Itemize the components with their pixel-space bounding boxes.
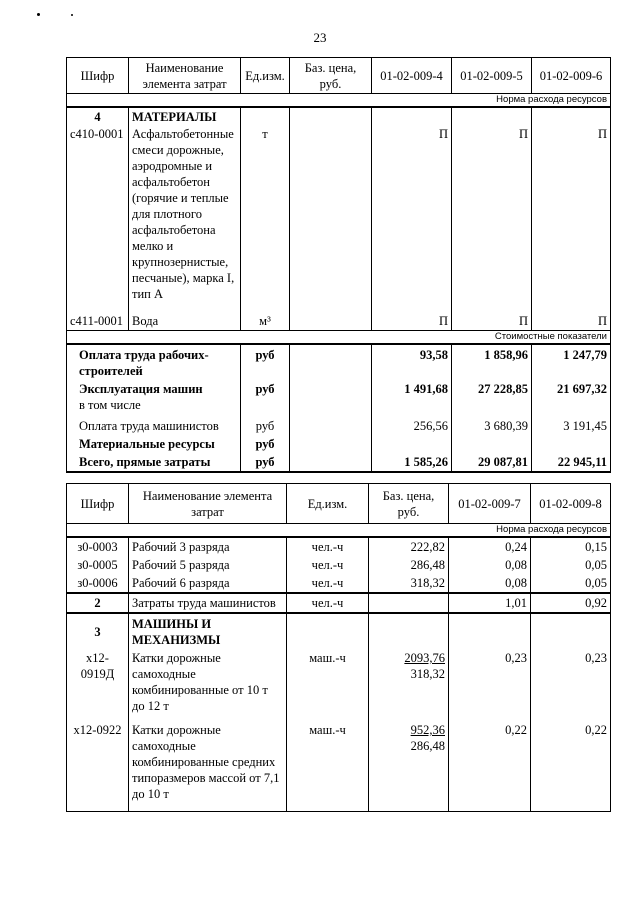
row-price: 318,32 (369, 574, 449, 593)
cost-value-3 (532, 435, 611, 453)
header-price: Баз. цена, руб. (369, 484, 449, 524)
header-col-2: 01-02-009-8 (531, 484, 611, 524)
row-name: Катки дорожные самоходные комбинированные средних типоразмеров массой от 7,1 до 10 т (129, 721, 287, 811)
row-name: Катки дорожные самоходные комбинированные от 10 т до 12 т (129, 649, 287, 721)
section-title: МАШИНЫ И МЕХАНИЗМЫ (129, 613, 287, 649)
cost-value-3: 1 247,79 (532, 344, 611, 380)
cost-value-3: 22 945,11 (532, 453, 611, 472)
section-number: 4 (67, 107, 129, 126)
cost-row (67, 453, 611, 472)
row-value-3: П (532, 126, 611, 312)
header-unit: Ед.изм. (287, 484, 369, 524)
row-code: з0-0003 (67, 537, 129, 556)
cost-subtitle: в том числе (79, 398, 141, 412)
row-price: 2093,76 (404, 651, 445, 665)
header-col-1: 01-02-009-4 (372, 58, 452, 94)
table-row (67, 126, 611, 312)
cost-value-2: 3 680,39 (452, 414, 532, 435)
row-code: с410-0001 (67, 126, 129, 312)
page-number: 23 (313, 30, 327, 45)
cost-unit: руб (241, 435, 290, 453)
cost-name: Эксплуатация машин (79, 382, 203, 396)
cost-unit: руб (241, 414, 290, 435)
cost-value-1: 256,56 (372, 414, 452, 435)
cost-name: Материальные ресурсы (67, 435, 241, 453)
row-price: 952,36 (410, 723, 445, 737)
cost-value-2: 1 858,96 (452, 344, 532, 380)
row-value-3: П (532, 312, 611, 331)
section-number: 3 (67, 613, 129, 649)
cost-value-1: 93,58 (372, 344, 452, 380)
row-value-2: П (452, 312, 532, 331)
cost-value-2: 29 087,81 (452, 453, 532, 472)
cost-value-1: 1 585,26 (372, 453, 452, 472)
row-price: 222,82 (369, 537, 449, 556)
cost-row (67, 380, 611, 414)
cost-value-2 (452, 435, 532, 453)
row-value-2: 0,22 (531, 721, 611, 811)
header-col-1: 01-02-009-7 (449, 484, 531, 524)
row-value-2: 0,05 (531, 556, 611, 574)
header-name: Наименование элемента затрат (129, 58, 241, 94)
row-name: Затраты труда машинистов (129, 593, 287, 613)
header-col-2: 01-02-009-5 (452, 58, 532, 94)
table-row (67, 649, 611, 721)
resource-table-2 (66, 483, 611, 812)
row-unit: маш.-ч (287, 649, 369, 721)
row-unit: чел.-ч (287, 537, 369, 556)
table-row (67, 312, 611, 331)
row-value-2: 0,05 (531, 574, 611, 593)
cost-name: Всего, прямые затраты (67, 453, 241, 472)
cost-unit: руб (241, 344, 290, 380)
cost-row (67, 435, 611, 453)
row-price: 286,48 (369, 556, 449, 574)
cost-value-3: 3 191,45 (532, 414, 611, 435)
row-value-2: 0,92 (531, 593, 611, 613)
header-code: Шифр (67, 58, 129, 94)
scan-mark-right (71, 14, 73, 16)
row-code: 2 (67, 593, 129, 613)
row-unit: чел.-ч (287, 574, 369, 593)
header-name: Наименование элемента затрат (129, 484, 287, 524)
row-value-1: П (372, 126, 452, 312)
row-value-2: П (452, 126, 532, 312)
cost-label: Стоимостные показатели (67, 331, 611, 345)
row-code: х12-0922 (67, 721, 129, 811)
table-row (67, 721, 611, 811)
cost-name: Оплата труда рабочих-строителей (67, 344, 241, 380)
scan-mark-left (37, 13, 40, 16)
row-code: з0-0005 (67, 556, 129, 574)
table-row (67, 537, 611, 556)
table-row (67, 107, 611, 126)
row-value-1: 0,22 (449, 721, 531, 811)
header-price: Баз. цена, руб. (290, 58, 372, 94)
table-row (67, 574, 611, 593)
row-name: Асфальтобетонные смеси дорожные, аэродромные и асфальтобетон (горячие и теплые для плотного асфальтобетона мелко и крупнозернистые, песчаные), марка I, тип А (129, 126, 241, 312)
table-row (67, 593, 611, 613)
cost-value-3: 21 697,32 (532, 380, 611, 414)
row-name: Рабочий 3 разряда (129, 537, 287, 556)
row-price-secondary: 318,32 (410, 667, 445, 681)
row-price-secondary: 286,48 (410, 739, 445, 753)
cost-name: Оплата труда машинистов (67, 414, 241, 435)
norm-label: Норма расхода ресурсов (67, 94, 611, 108)
cost-unit: руб (241, 380, 290, 414)
row-code: з0-0006 (67, 574, 129, 593)
cost-row (67, 414, 611, 435)
row-unit: т (241, 126, 290, 312)
row-value-1: 0,23 (449, 649, 531, 721)
row-unit: чел.-ч (287, 593, 369, 613)
row-name: Вода (129, 312, 241, 331)
cost-value-1 (372, 435, 452, 453)
table-row (67, 613, 611, 649)
row-code: с411-0001 (67, 312, 129, 331)
row-value-1: 0,08 (449, 574, 531, 593)
cost-value-2: 27 228,85 (452, 380, 532, 414)
cost-unit: руб (241, 453, 290, 472)
row-code: х12-0919Д (67, 649, 129, 721)
row-value-2: 0,23 (531, 649, 611, 721)
row-value-1: 0,08 (449, 556, 531, 574)
cost-value-1: 1 491,68 (372, 380, 452, 414)
section-title: МАТЕРИАЛЫ (129, 107, 241, 126)
row-value-2: 0,15 (531, 537, 611, 556)
row-value-1: П (372, 312, 452, 331)
cost-row (67, 344, 611, 380)
row-unit: чел.-ч (287, 556, 369, 574)
table-row (67, 556, 611, 574)
header-code: Шифр (67, 484, 129, 524)
row-unit: м³ (241, 312, 290, 331)
resource-table-1 (66, 57, 611, 473)
row-unit: маш.-ч (287, 721, 369, 811)
row-value-1: 1,01 (449, 593, 531, 613)
norm-label: Норма расхода ресурсов (67, 524, 611, 538)
row-name: Рабочий 6 разряда (129, 574, 287, 593)
row-name: Рабочий 5 разряда (129, 556, 287, 574)
row-value-1: 0,24 (449, 537, 531, 556)
header-col-3: 01-02-009-6 (532, 58, 611, 94)
header-unit: Ед.изм. (241, 58, 290, 94)
